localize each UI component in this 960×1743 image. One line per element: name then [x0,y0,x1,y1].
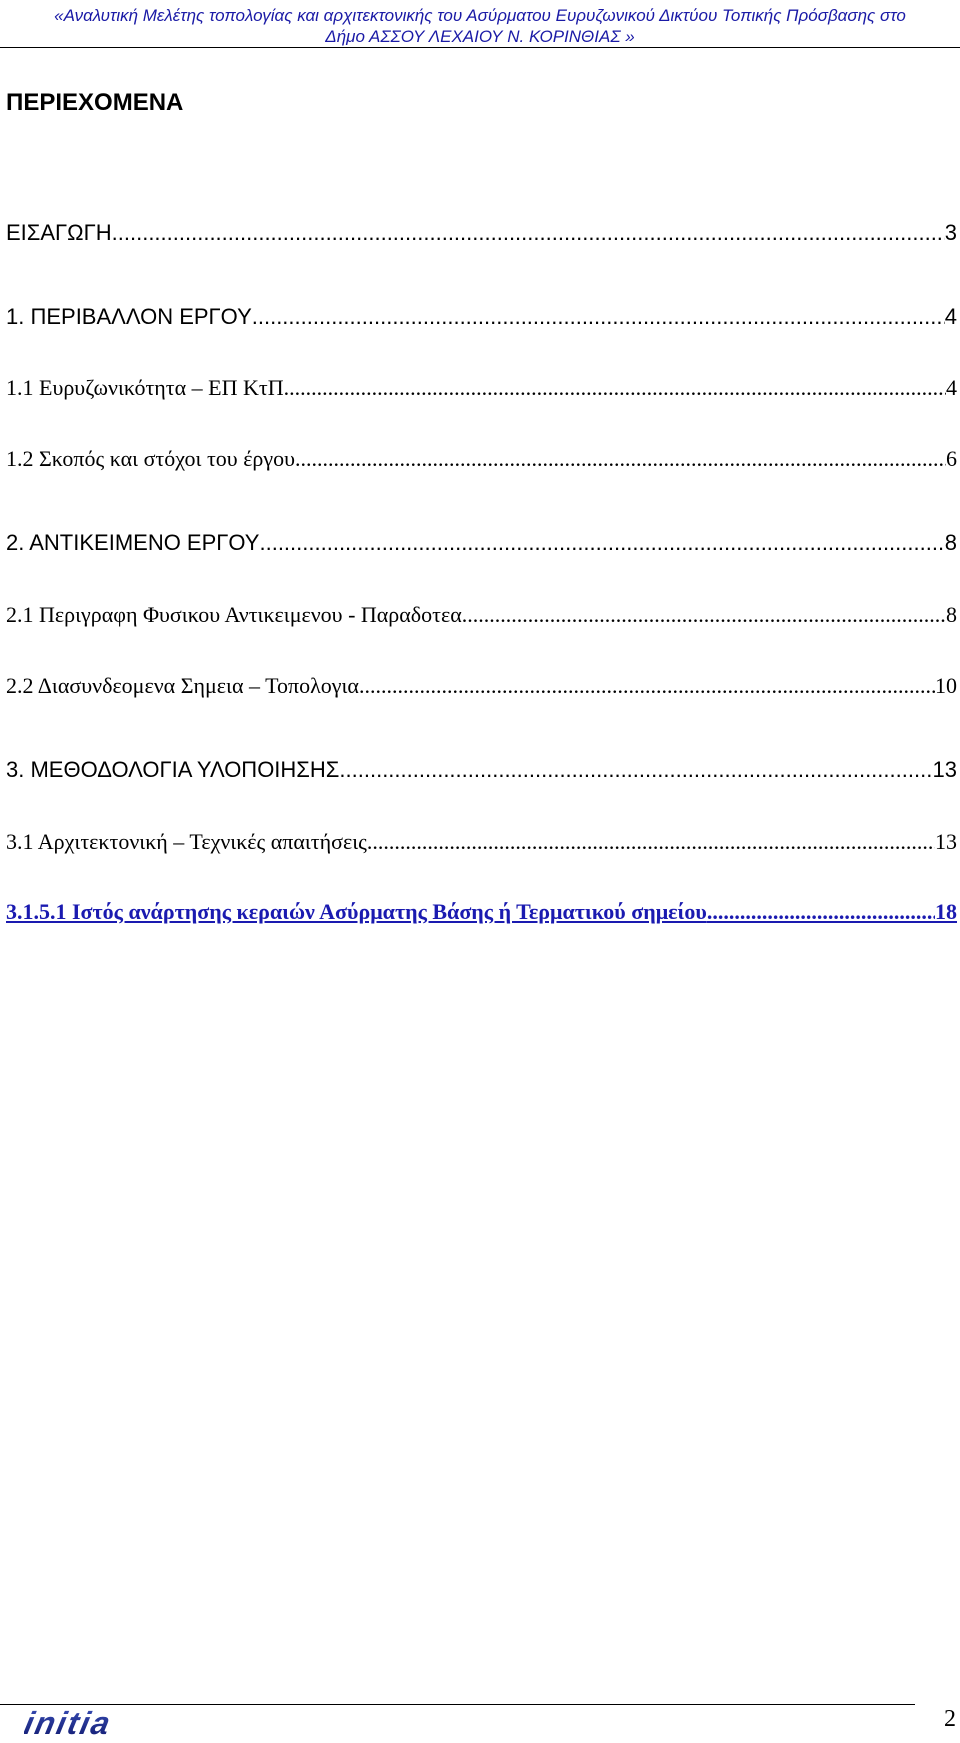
toc-entry-section-1-1[interactable] [6,375,957,401]
footer-divider [0,1704,915,1705]
initia-logo [24,1708,184,1738]
toc-entry-page: 13 [932,757,957,782]
header-line-2: Δήμο ΑΣΣΟΥ ΛΕΧΑΙΟΥ Ν. ΚΟΡΙΝΘΙΑΣ » [325,27,635,46]
running-header [0,0,960,48]
toc-entry-label: 1. ΠΕΡΙΒΑΛΛΟΝ ΕΡΓΟΥ [6,304,252,329]
header-line-1: «Αναλυτική Μελέτης τοπολογίας και αρχιτεκτονικής του Ασύρματου Ευρυζωνικού Δικτύου Τοπικής Πρόσβασης στο [54,6,906,25]
initia-logo-icon [24,1708,184,1738]
toc-entry-label: 3.1.5.1 Ιστός ανάρτησης κεραιών Ασύρματης Βάσης ή Τερματικού σημείου [6,899,707,924]
toc-leader-dots [295,446,946,472]
toc-leader-dots [462,602,946,628]
toc-entry-page: 18 [935,899,957,924]
toc-entry-label: ΕΙΣΑΓΩΓΗ [6,220,112,245]
toc-entry-page: 8 [944,530,957,555]
toc-entry-chapter-1[interactable] [6,304,957,330]
toc-leader-dots [339,757,932,783]
toc-leader-dots [284,375,946,401]
svg-text:initia: initia [24,1708,116,1738]
toc-entry-page: 4 [944,304,957,329]
toc-entry-label: 2. ΑΝΤΙΚΕΙΜΕΝΟ ΕΡΓΟΥ [6,530,260,555]
toc-entry-section-2-2[interactable] [6,673,957,699]
page-number: 2 [944,1706,956,1732]
toc-title: ΠΕΡΙΕΧΟΜΕΝΑ [6,89,184,116]
toc-entry-label: 1.2 Σκοπός και στόχοι του έργου [6,446,296,471]
toc-entry-label: 2.2 Διασυνδεομενα Σημεια – Τοπολογια [6,673,359,698]
toc-entry-section-1-2[interactable] [6,446,957,472]
toc-leader-dots [252,304,945,330]
toc-entry-page: 13 [935,829,957,854]
toc-entry-section-3-1[interactable] [6,829,957,855]
toc-entry-page: 6 [946,446,957,471]
toc-entry-page: 10 [935,673,957,698]
toc-entry-chapter-3[interactable] [6,757,957,783]
toc-entry-label: 2.1 Περιγραφη Φυσικου Αντικειμενου - Παραδοτεα [6,602,462,627]
toc-entry-section-3-1-5-1-link[interactable] [6,899,957,925]
toc-entry-page: 4 [946,375,957,400]
toc-entry-introduction[interactable] [6,220,957,246]
toc-entry-label: 1.1 Ευρυζωνικότητα – ΕΠ ΚτΠ [6,375,284,400]
toc-entry-label: 3.1 Αρχιτεκτονική – Τεχνικές απαιτήσεις [6,829,367,854]
toc-leader-dots [707,899,935,925]
toc-leader-dots [359,673,935,699]
toc-entry-chapter-2[interactable] [6,530,957,556]
toc-entry-label: 3. ΜΕΘΟΔΟΛΟΓΙΑ ΥΛΟΠΟΙΗΣΗΣ [6,757,340,782]
toc-entry-page: 8 [946,602,957,627]
toc-leader-dots [112,220,945,246]
toc-leader-dots [367,829,935,855]
toc-entry-page: 3 [944,220,957,245]
toc-leader-dots [259,530,944,556]
toc-entry-section-2-1[interactable] [6,602,957,628]
